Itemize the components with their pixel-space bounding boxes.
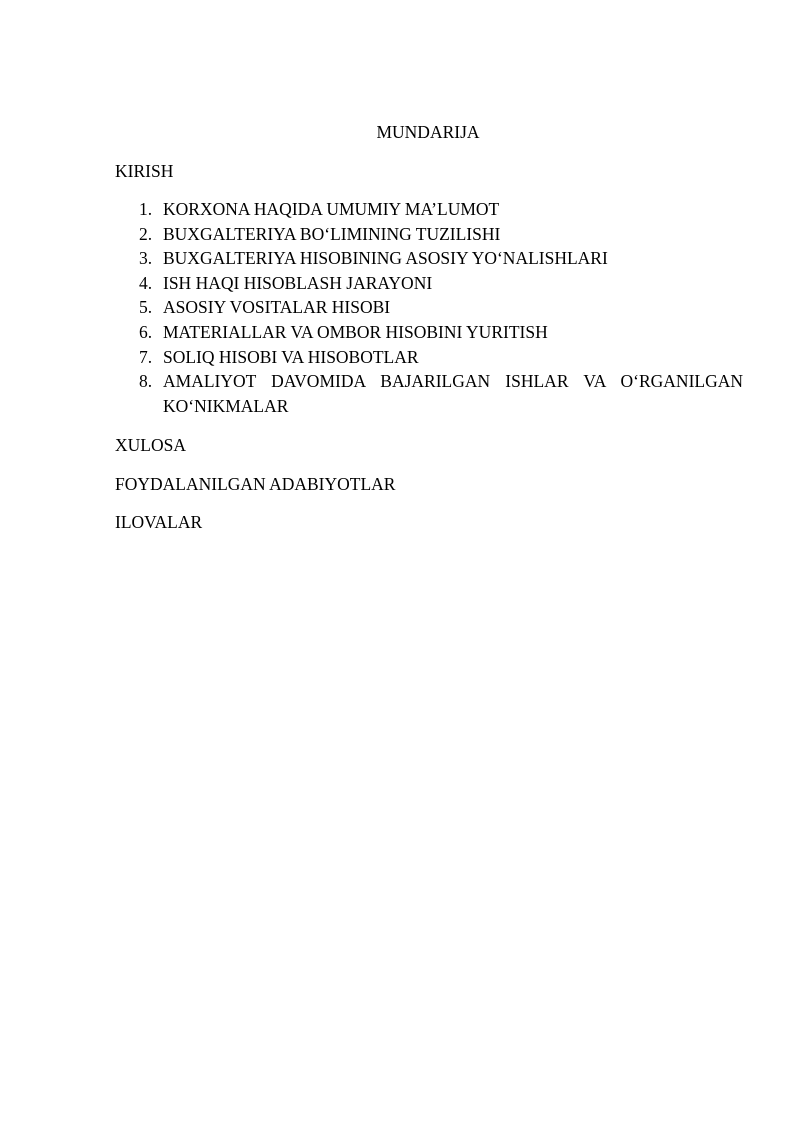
section-appendices: ILOVALAR bbox=[115, 512, 203, 532]
chapter-item bbox=[115, 345, 743, 370]
chapter-title: AMALIYOT DAVOMIDA BAJARILGAN ISHLAR VA O‘RGANILGAN KO‘NIKMALAR bbox=[163, 371, 743, 416]
chapter-number: 6. bbox=[139, 321, 153, 342]
section-conclusion: XULOSA bbox=[115, 435, 186, 455]
chapter-item bbox=[115, 320, 743, 345]
chapter-item bbox=[115, 369, 743, 418]
chapter-number: 5. bbox=[139, 297, 153, 318]
chapter-number: 4. bbox=[139, 272, 153, 293]
chapter-title: MATERIALLAR VA OMBOR HISOBINI YURITISH bbox=[163, 321, 548, 342]
chapter-title: SOLIQ HISOBI VA HISOBOTLAR bbox=[163, 346, 419, 367]
page-title: MUNDARIJA bbox=[376, 122, 480, 142]
chapter-item bbox=[115, 197, 743, 222]
chapter-item bbox=[115, 295, 743, 320]
section-intro: KIRISH bbox=[115, 161, 174, 181]
chapter-item bbox=[115, 271, 743, 296]
chapter-title: BUXGALTERIYA BO‘LIMINING TUZILISHI bbox=[163, 223, 501, 244]
chapter-title: ISH HAQI HISOBLASH JARAYONI bbox=[163, 272, 433, 293]
chapter-number: 7. bbox=[139, 346, 153, 367]
chapter-number: 8. bbox=[139, 371, 153, 392]
chapter-number: 1. bbox=[139, 199, 153, 219]
section-references: FOYDALANILGAN ADABIYOTLAR bbox=[115, 474, 396, 494]
chapter-title: KORXONA HAQIDA UMUMIY MA’LUMOT bbox=[163, 199, 500, 219]
chapter-title: BUXGALTERIYA HISOBINING ASOSIY YO‘NALISHLARI bbox=[163, 248, 608, 269]
chapter-title: ASOSIY VOSITALAR HISOBI bbox=[163, 297, 391, 318]
chapter-number: 3. bbox=[139, 248, 153, 269]
chapter-item bbox=[115, 222, 743, 247]
chapter-item bbox=[115, 246, 743, 271]
chapter-list bbox=[115, 197, 743, 418]
chapter-number: 2. bbox=[139, 223, 153, 244]
